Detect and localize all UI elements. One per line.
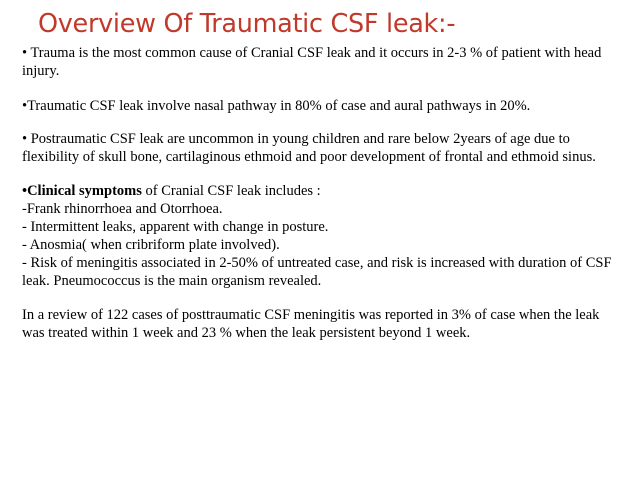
review-paragraph: In a review of 122 cases of posttraumatic CSF meningitis was reported in 3% of case when the leak was treated within 1 week and 23 % when the leak persistent beyond 1 week. (22, 307, 600, 341)
clinical-symptoms-label: •Clinical symptoms (22, 183, 142, 199)
bullet-nasal-aural: •Traumatic CSF leak involve nasal pathway in 80% of case and aural pathways in 20%. (22, 98, 531, 114)
symptom-item: -Frank rhinorrhoea and Otorrhoea. (22, 201, 223, 217)
clinical-symptoms-intro: of Cranial CSF leak includes : (141, 183, 321, 199)
clinical-symptoms-heading (22, 182, 618, 200)
symptom-item: - Intermittent leaks, apparent with change in posture. (22, 219, 329, 235)
slide-title: Overview Of Traumatic CSF leak:- (38, 9, 456, 39)
bullet-trauma-cause: • Trauma is the most common cause of Cranial CSF leak and it occurs in 2-3 % of patient with head injury. (22, 45, 602, 79)
slide-body (22, 44, 618, 342)
symptom-item: - Risk of meningitis associated in 2-50% of untreated case, and risk is increased with duration of CSF leak. Pneumococcus is the main organism revealed. (22, 255, 612, 289)
clinical-symptoms-block (22, 182, 618, 290)
symptom-item: - Anosmia( when cribriform plate involved). (22, 237, 280, 253)
bullet-children: • Postraumatic CSF leak are uncommon in young children and rare below 2years of age due to flexibility of skull bone, cartilaginous ethmoid and poor development of frontal and ethmoid sinus. (22, 131, 596, 165)
